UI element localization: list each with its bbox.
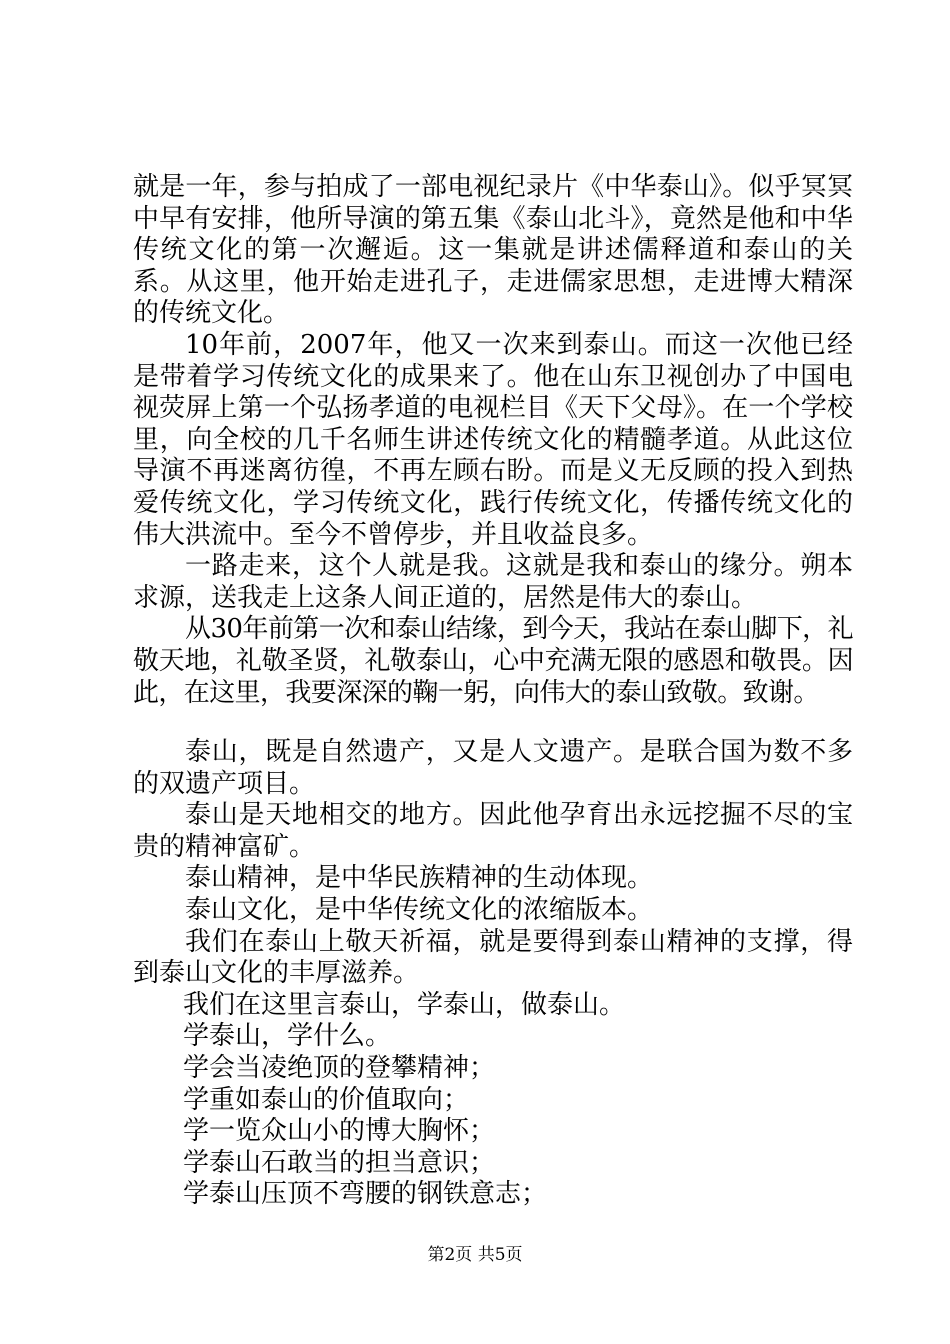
paragraph-15: 学泰山石敢当的担当意识；: [183, 1147, 496, 1178]
paragraph-11: 学泰山，学什么。: [183, 1021, 392, 1052]
paragraph-12: 学会当凌绝顶的登攀精神；: [183, 1053, 496, 1084]
paragraph-13: 学重如泰山的价值取向；: [183, 1084, 470, 1115]
paragraph-7: 泰山精神，是中华民族精神的生动体现。: [185, 863, 654, 894]
paragraph-8: 泰山文化，是中华传统文化的浓缩版本。: [185, 895, 654, 926]
paragraph-14: 学一览众山小的博大胸怀；: [183, 1116, 496, 1147]
paragraph-5: 泰山，既是自然遗产，又是人文遗产。是联合国为数不多的双遗产项目。: [133, 737, 853, 799]
paragraph-16: 学泰山压顶不弯腰的钢铁意志；: [183, 1179, 548, 1210]
document-body: [133, 172, 853, 1211]
paragraph-10: 我们在这里言泰山，学泰山，做泰山。: [183, 989, 626, 1020]
paragraph-6: 泰山是天地相交的地方。因此他孕育出永远挖掘不尽的宝贵的精神富矿。: [133, 800, 853, 862]
page-number-footer: 第2页 共5页: [427, 1245, 523, 1265]
paragraph-4: 从30年前第一次和泰山结缘，到今天，我站在泰山脚下，礼敬天地，礼敬圣贤，礼敬泰山，心中充满无限的感恩和敬畏。因此，在这里，我要深深的鞠一躬，向伟大的泰山致敬。致谢。: [133, 614, 853, 708]
paragraph-1: 就是一年，参与拍成了一部电视纪录片《中华泰山》。似乎冥冥中早有安排，他所导演的第五集《泰山北斗》，竟然是他和中华传统文化的第一次邂逅。这一集就是讲述儒释道和泰山的关系。从这里，他开始走进孔子，走进儒家思想，走进博大精深的传统文化。: [133, 172, 853, 329]
paragraph-9: 我们在泰山上敬天祈福，就是要得到泰山精神的支撑，得到泰山文化的丰厚滋养。: [133, 926, 853, 989]
paragraph-3: 一路走来，这个人就是我。这就是我和泰山的缘分。朔本求源，送我走上这条人间正道的，居然是伟大的泰山。: [133, 551, 853, 613]
paragraph-2: 10年前，2007年，他又一次来到泰山。而这一次他已经是带着学习传统文化的成果来了。他在山东卫视创办了中国电视荧屏上第一个弘扬孝道的电视栏目《天下父母》。在一个学校里，向全校的几千名师生讲述传统文化的精髓孝道。从此这位导演不再迷离彷徨，不再左顾右盼。而是义无反顾的投入到热爱传统文化，学习传统文化，践行传统文化，传播传统文化的伟大洪流中。至今不曾停步，并且收益良多。: [133, 329, 853, 550]
